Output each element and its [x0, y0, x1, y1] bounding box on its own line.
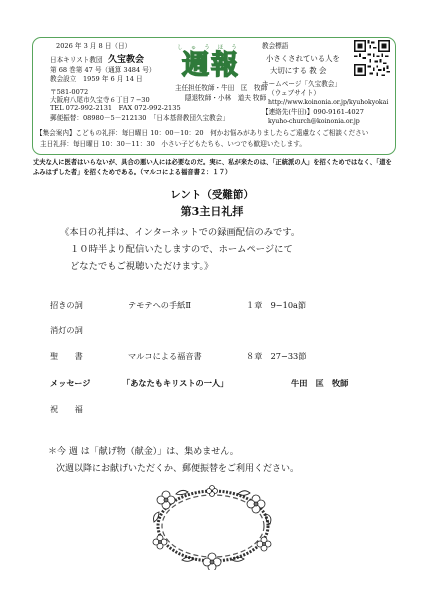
opening-words-label: 招きの詞	[50, 300, 83, 310]
notice-line-1: 《本日の礼拝は、インターネットでの録画配信のみです。	[60, 227, 301, 238]
opening-scripture-book: テモテへの手紙Ⅱ	[128, 300, 191, 310]
candle-words-label: 消灯の詞	[50, 325, 83, 335]
website-url[interactable]: http://www.koinonia.or.jp/kyuhokyokai	[268, 99, 389, 106]
postal-transfer: 郵便振替：08980－5－212130 「日本基督教団久宝教会」	[50, 114, 229, 122]
contact-email[interactable]: kyuho-church@koinonia.or.jp	[268, 118, 360, 125]
worship-info: 主日礼拝：毎日曜日 10：30－11：30 小さい子どもたちも、いつでも歓迎いたします。	[40, 140, 306, 148]
scripture-ref: ８章 27−33節	[246, 351, 307, 361]
pastor-main: 主任担任牧師・牛田 匡 牧師	[175, 84, 268, 92]
pastor-emeritus: 隠退牧師・小林 道夫 牧師	[185, 94, 267, 102]
founded-date: 教会設立 1959 年 6 月 14 日	[50, 75, 143, 83]
org-name: 日本キリスト教団	[50, 56, 103, 64]
masthead	[176, 43, 246, 81]
scripture-book: マルコによる福音書	[128, 351, 202, 361]
blessing-label: 祝 福	[50, 404, 83, 414]
notice-line-2: １０時半より配信いたしますので、ホームページにて	[70, 244, 293, 255]
motto-line-2: 大切にする 教 会	[270, 66, 327, 75]
wreath-illustration	[146, 480, 280, 570]
message-label: メッセージ	[50, 378, 91, 388]
opening-scripture-ref: １章 9−10a節	[246, 300, 307, 310]
message-title: 「あなたもキリストの一人」	[122, 378, 229, 388]
postal-code: 〒581-0072	[50, 88, 89, 96]
notice-line-3: どなたでもご視聴いただけます。》	[70, 261, 214, 272]
address: 大阪府八尾市久宝寺６丁目７−30	[50, 96, 150, 104]
motto-label: 教会標語	[262, 42, 289, 50]
title-ruby: しゅうほう	[177, 45, 245, 51]
date: 2026 年 3 月 8 日（日）	[56, 42, 132, 50]
contact-phone: 【連絡先(牛田)】090-9161-4027	[262, 108, 364, 116]
gathering-info: 【集会案内】こどもの礼拝：毎日曜日 10：00－10：20 何かお悩みがありましたらご遠慮なくご相談ください	[36, 129, 369, 137]
volume-number: 第 68 巻第 47 号（通算 3484 号）	[50, 66, 156, 74]
offering-line-1: ＊今 週 は「献げ物（献金）」は、集めません。	[48, 447, 239, 457]
preacher: 牛田 匡 牧師	[291, 378, 349, 388]
scripture-quote: 丈夫な人に医者はいらないが、具合の悪い人には必要なのだ。実に、私が来たのは、「正統派の人」を招くためではなく、「道をふみはずした者」を招くためである。（マルコによる福音書２：１７）	[33, 159, 392, 176]
homepage-label: ホームページ「久宝教会」	[262, 80, 341, 88]
season-subtitle: 第3主日礼拝	[180, 205, 244, 218]
scripture-label: 聖 書	[50, 351, 83, 361]
phone-fax: TEL 072-992-2131 FAX 072-992-2135	[50, 104, 181, 112]
church-name: 久宝教会	[108, 55, 145, 65]
newsletter-title: 週報	[182, 50, 240, 81]
season-title: レント（受難節）	[170, 189, 254, 201]
motto-line-1: 小さくされている人を	[266, 54, 340, 63]
offering-line-2: 次週以降にお献げいただくか、郵便振替をご利用ください。	[56, 464, 300, 474]
homepage-sub: （ウェブサイト）	[268, 89, 321, 97]
qr-code-icon	[354, 40, 390, 76]
